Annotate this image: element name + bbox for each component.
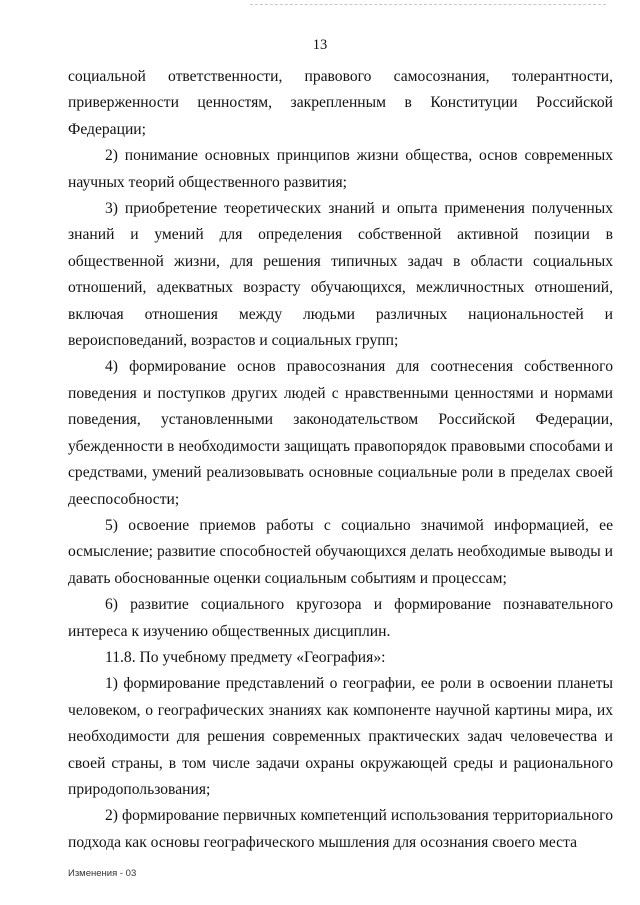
list-item-4: 4) формирование основ правосознания для соотнесения собственного поведения и поступков других людей с нравственными ценностями и нормами поведения, установленными законодательством Российской Федерации, убежденности в необходимости защищать правопорядок правовыми способами и средствами, умений реализовывать основные социальные роли в пределах своей дееспособности;	[68, 358, 613, 508]
page-number: 13	[312, 37, 328, 53]
geography-item-2: 2) формирование первичных компетенций использования территориального подхода как основы географического мышления для осознания своего места	[68, 807, 613, 851]
list-item-2: 2) понимание основных принципов жизни общества, основ современных научных теорий общественного развития;	[68, 147, 613, 191]
section-heading: 11.8. По учебному предмету «География»:	[105, 648, 386, 666]
document-body	[68, 64, 613, 856]
paragraph-continuation: социальной ответственности, правового самосознания, толерантности, приверженности ценностям, закрепленным в Конституции Российской Федерации;	[68, 68, 613, 138]
list-item-3: 3) приобретение теоретических знаний и опыта применения полученных знаний и умений для определения собственной активной позиции в общественной жизни, для решения типичных задач в области социальных отношений, адекватных возрасту обучающихся, межличностных отношений, включая отношения между людьми различных национальностей и вероисповеданий, возрастов и социальных групп;	[68, 200, 613, 350]
list-item-6: 6) развитие социального кругозора и формирование познавательного интереса к изучению общественных дисциплин.	[68, 596, 613, 640]
list-item-5: 5) освоение приемов работы с социально значимой информацией, ее осмысление; развитие способностей обучающихся делать необходимые выводы и давать обоснованные оценки социальным событиям и процессам;	[68, 516, 613, 587]
geography-item-1: 1) формирование представлений о географии, ее роли в освоении планеты человеком, о географических знаниях как компоненте научной картины мира, их необходимости для решения современных практических задач человечества и своей страны, в том числе задачи охраны окружающей среды и рационального природопользования;	[68, 675, 613, 798]
top-border-line	[250, 4, 606, 5]
footer-revision-note: Изменения - 03	[68, 868, 137, 879]
